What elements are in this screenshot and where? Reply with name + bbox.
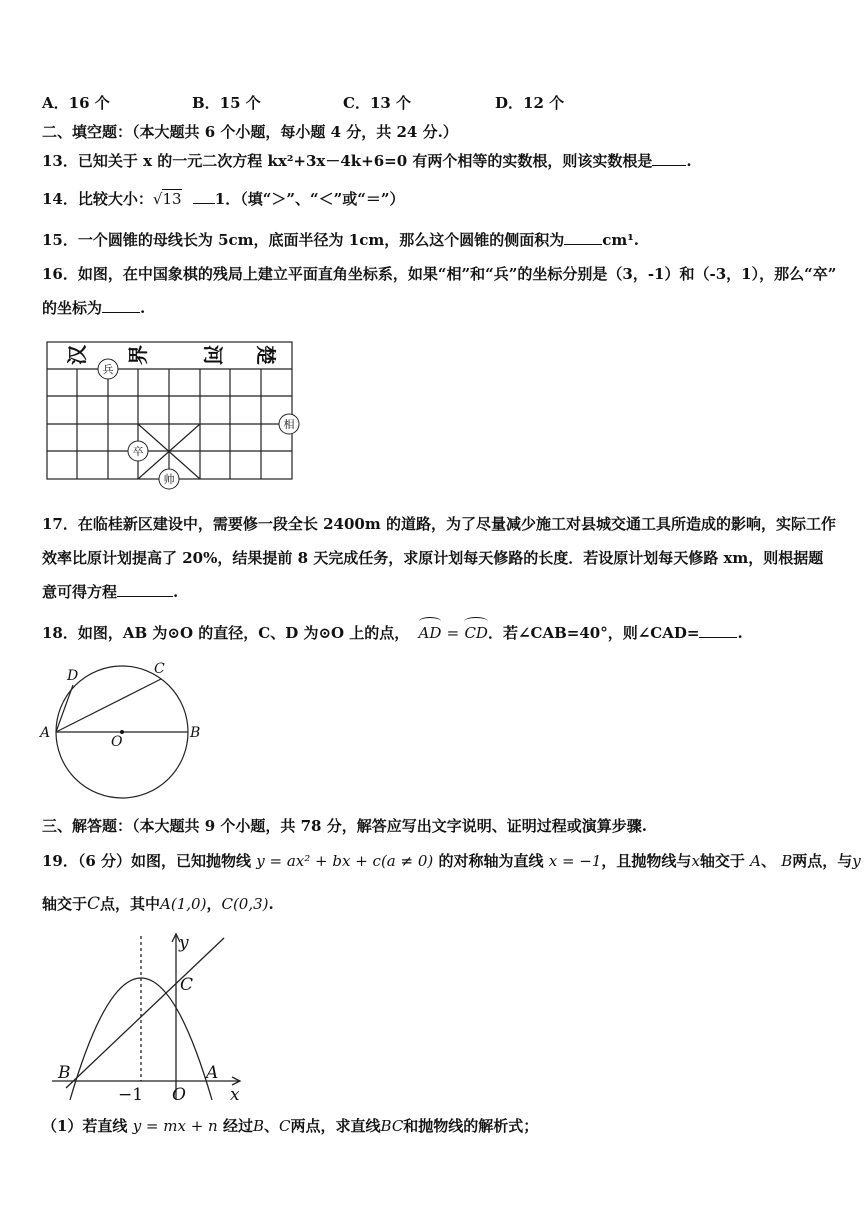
circle-figure [36,660,206,800]
piece-shuai-label: 帅 [163,473,175,486]
river-label-jie: 界 [126,345,150,365]
label-x: x [230,1085,240,1105]
arc-cd: CD [464,624,488,642]
answer-blank [193,189,215,204]
river-label-chu: 楚 [254,345,278,365]
option-a: A．16 个 [42,94,110,112]
river-label-han: 汉 [65,345,89,365]
parabola-figure [44,928,254,1104]
question-17-line-2: 效率比原计划提高了 20%，结果提前 8 天完成任务，求原计划每天修路的长度．若设原计划每天修路 xm，则根据题 [42,549,824,567]
label-a: A [40,725,51,741]
piece-bing-label: 兵 [102,363,114,376]
answer-blank [652,151,686,166]
section-3-heading: 三、解答题：（本大题共 9 个小题，共 78 分，解答应写出文字说明、证明过程或演算步骤. [42,817,647,835]
question-19-line-1: 19．（6 分）如图，已知抛物线 y = ax² + bx + c(a ≠ 0) 的对称轴为直线 x = −1，且抛物线与x轴交于 A、 B两点，与y [42,852,861,870]
question-17-line-3: 意可得方程 . [42,583,179,601]
question-18: 18．如图，AB 为⊙O 的直径，C、D 为⊙O 上的点， AD = CD．若∠CAB=40°，则∠CAD= . [42,622,743,643]
label-b: B [58,1063,71,1083]
label-o: O [111,734,123,750]
answer-blank [117,582,173,597]
question-17-line-1: 17．在临桂新区建设中，需要修一段全长 2400m 的道路，为了尽量减少施工对县城交通工具所造成的影响，实际工作 [42,515,836,533]
arc-ad: AD [419,624,442,642]
question-19-part-1: （1）若直线 y = mx + n 经过B、C两点，求直线BC和抛物线的解析式； [42,1117,539,1135]
sqrt-symbol: √ [152,190,163,208]
label-a: A [206,1063,219,1083]
label-c: C [180,975,194,995]
option-c: C．13 个 [343,94,412,112]
answer-blank [699,623,737,638]
label-b: B [190,725,201,741]
label-c: C [154,661,165,677]
question-13-text: 13．已知关于 x 的一元二次方程 kx²+3x－4k+6=0 有两个相等的实数根，则该实数根是 [42,152,653,170]
label-o: O [172,1085,186,1105]
label-d: D [67,668,79,684]
question-14: 14．比较大小：√13 1．（填“＞”、“＜”或“＝”） [42,190,405,208]
question-15-text: 15．一个圆锥的母线长为 5cm，底面半径为 1cm，那么这个圆锥的侧面积为 [42,231,565,249]
point-a: A(1,0) [160,895,207,913]
piece-xiang-label: 相 [283,418,295,431]
parabola-formula: y = ax² + bx + c(a ≠ 0) [256,852,434,870]
label-y: y [179,933,189,953]
option-d: D．12 个 [495,94,565,112]
line-bc [66,938,224,1088]
chess-board-figure [38,338,308,490]
question-16-line-1: 16．如图，在中国象棋的残局上建立平面直角坐标系，如果“相”和“兵”的坐标分别是（3，-1）和（-3，1），那么“卒” [42,265,837,283]
question-18-text: 18．如图，AB 为⊙O 的直径，C、D 为⊙O 上的点， [42,624,410,642]
question-13: 13．已知关于 x 的一元二次方程 kx²+3x－4k+6=0 有两个相等的实数根，则该实数根是 . [42,152,692,170]
section-2-heading: 二、填空题：（本大题共 6 个小题，每小题 4 分，共 24 分.） [42,123,458,141]
arc-mark [464,617,488,626]
option-b: B．15 个 [192,94,261,112]
label-neg1: −1 [118,1085,144,1105]
axis-formula: x = −1 [548,852,602,870]
answer-blank [564,230,602,245]
question-15: 15．一个圆锥的母线长为 5cm，底面半径为 1cm，那么这个圆锥的侧面积为 cm¹. [42,231,640,249]
arc-mark [419,617,442,626]
question-19-line-2: 轴交于C点，其中A(1,0)，C(0,3). [42,894,274,914]
sqrt-radicand: 13 [162,190,182,208]
river-label-he: 河 [201,345,225,365]
question-16-line-2: 的坐标为 . [42,299,146,317]
answer-blank [102,298,140,313]
piece-zu-label: 卒 [132,445,144,458]
point-c: C(0,3) [221,895,269,913]
line-formula: y = mx + n [132,1117,218,1135]
question-14-text: 14．比较大小： [42,190,153,208]
